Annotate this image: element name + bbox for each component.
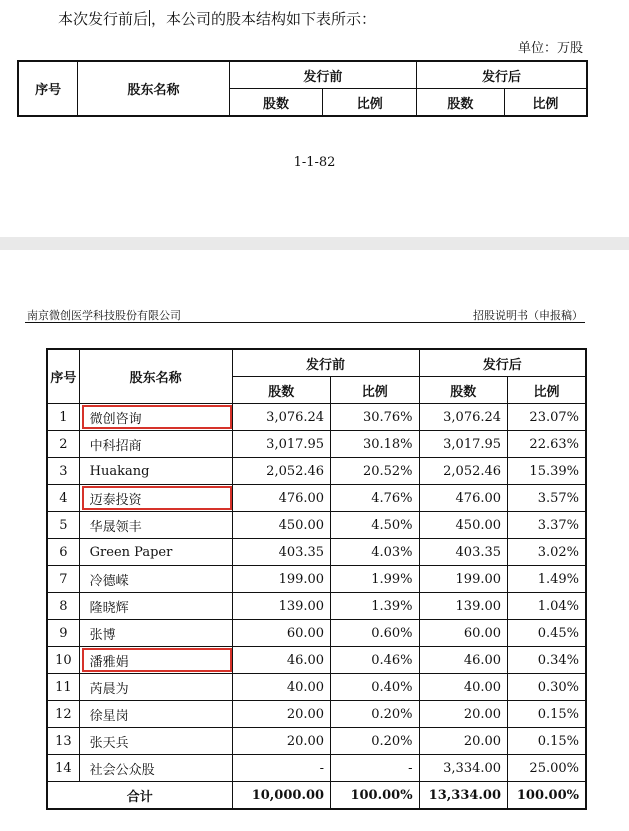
row-shares-before-text: 46.00 xyxy=(286,652,325,668)
row-shares-before xyxy=(232,539,331,566)
row-seq xyxy=(47,593,79,620)
row-ratio-after xyxy=(508,431,586,458)
row-ratio-after-text: 15.39% xyxy=(529,463,579,479)
row-shares-before-text: 3,017.95 xyxy=(266,436,325,452)
row-shares-before-text: 2,052.46 xyxy=(266,463,325,479)
row-ratio-before xyxy=(331,755,419,782)
row-name xyxy=(79,728,232,755)
row-ratio-before-text: 1.39% xyxy=(371,598,413,614)
row-ratio-after-text: 25.00% xyxy=(529,760,579,776)
total-row xyxy=(47,782,586,810)
row-name xyxy=(79,755,232,782)
table-row xyxy=(47,458,586,485)
row-shares-before xyxy=(232,431,331,458)
th-before: 发行前 xyxy=(232,349,419,377)
row-shares-after xyxy=(419,485,507,512)
row-ratio-before-text: 4.50% xyxy=(371,517,413,533)
row-ratio-before-text: - xyxy=(408,760,413,776)
row-name-text: 冷德嵘 xyxy=(89,573,129,589)
row-seq-text: 3 xyxy=(59,463,68,479)
row-ratio-before-text: 20.52% xyxy=(362,463,413,479)
row-ratio-before xyxy=(331,620,419,647)
row-ratio-after-text: 22.63% xyxy=(529,436,579,452)
row-ratio-after xyxy=(508,701,586,728)
row-name-text: 张天兵 xyxy=(89,735,129,751)
row-ratio-before xyxy=(331,728,419,755)
text-cursor xyxy=(149,10,150,26)
th-ratio-before: 比例 xyxy=(323,89,417,117)
row-seq-text: 6 xyxy=(59,544,68,560)
row-ratio-before xyxy=(331,674,419,701)
th-after: 发行后 xyxy=(419,349,586,377)
row-name xyxy=(79,539,232,566)
table-row xyxy=(47,647,586,674)
row-shares-after xyxy=(419,431,507,458)
row-shares-before xyxy=(232,458,331,485)
row-ratio-after xyxy=(508,755,586,782)
row-shares-after-text: 476.00 xyxy=(455,490,502,506)
row-ratio-before-text: 0.20% xyxy=(371,733,413,749)
row-shares-before xyxy=(232,674,331,701)
row-shares-after xyxy=(419,674,507,701)
total-shares-before: 10,000.00 xyxy=(232,782,331,810)
row-ratio-after xyxy=(508,485,586,512)
row-name xyxy=(79,404,232,431)
row-shares-after-text: 3,334.00 xyxy=(443,760,502,776)
row-ratio-after-text: 1.49% xyxy=(537,571,579,587)
row-seq xyxy=(47,404,79,431)
header-rule xyxy=(25,322,585,323)
row-shares-after xyxy=(419,647,507,674)
row-shares-before xyxy=(232,485,331,512)
row-ratio-after-text: 23.07% xyxy=(529,409,579,425)
row-ratio-after-text: 0.34% xyxy=(537,652,579,668)
row-seq-text: 10 xyxy=(55,652,72,668)
row-shares-after-text: 3,017.95 xyxy=(443,436,502,452)
page-gap xyxy=(0,237,629,250)
row-name xyxy=(79,458,232,485)
row-ratio-before xyxy=(331,431,419,458)
row-name-text: 微创咨询 xyxy=(89,411,142,427)
total-label: 合计 xyxy=(47,782,232,810)
row-ratio-after-text: 3.02% xyxy=(537,544,579,560)
row-seq-text: 5 xyxy=(59,517,68,533)
row-shares-after-text: 20.00 xyxy=(463,706,502,722)
row-ratio-before xyxy=(331,647,419,674)
header-only-table xyxy=(17,60,588,117)
row-ratio-after xyxy=(508,593,586,620)
row-ratio-before xyxy=(331,539,419,566)
th-before: 发行前 xyxy=(229,61,416,89)
row-ratio-before-text: 30.76% xyxy=(362,409,413,425)
th-shares-before: 股数 xyxy=(229,89,323,117)
row-shares-after xyxy=(419,701,507,728)
table-row xyxy=(47,674,586,701)
row-ratio-before-text: 0.20% xyxy=(371,706,413,722)
th-after: 发行后 xyxy=(417,61,587,89)
table-row xyxy=(47,566,586,593)
row-shares-before-text: 20.00 xyxy=(286,706,325,722)
header-doc-type: 招股说明书（申报稿） xyxy=(473,309,583,322)
th-shares-after: 股数 xyxy=(419,377,507,404)
row-shares-after xyxy=(419,755,507,782)
row-ratio-before xyxy=(331,512,419,539)
row-name xyxy=(79,674,232,701)
row-ratio-before-text: 30.18% xyxy=(362,436,413,452)
row-name-text: 迈泰投资 xyxy=(89,492,142,508)
row-name xyxy=(79,485,232,512)
row-ratio-after-text: 0.30% xyxy=(537,679,579,695)
row-ratio-before-text: 0.46% xyxy=(371,652,413,668)
row-name-text: 隆晓辉 xyxy=(89,600,129,616)
row-name xyxy=(79,701,232,728)
row-shares-before-text: 20.00 xyxy=(286,733,325,749)
row-shares-after xyxy=(419,512,507,539)
row-shares-before-text: 199.00 xyxy=(278,571,325,587)
row-seq xyxy=(47,512,79,539)
row-shares-after-text: 139.00 xyxy=(455,598,502,614)
row-seq-text: 13 xyxy=(55,733,72,749)
row-ratio-before xyxy=(331,593,419,620)
shareholder-table xyxy=(46,348,587,810)
total-ratio-before: 100.00% xyxy=(331,782,419,810)
header-company: 南京微创医学科技股份有限公司 xyxy=(27,309,181,322)
row-name xyxy=(79,620,232,647)
table-row xyxy=(47,404,586,431)
row-ratio-after xyxy=(508,674,586,701)
row-seq xyxy=(47,458,79,485)
row-ratio-before-text: 4.76% xyxy=(371,490,413,506)
row-ratio-before-text: 4.03% xyxy=(371,544,413,560)
row-seq-text: 1 xyxy=(59,409,68,425)
row-name-text: 华晟领丰 xyxy=(89,519,142,535)
row-shares-before xyxy=(232,728,331,755)
row-seq-text: 2 xyxy=(59,436,68,452)
row-seq xyxy=(47,566,79,593)
th-seq: 序号 xyxy=(18,61,78,116)
page-number: 1-1-82 xyxy=(293,155,336,170)
total-ratio-after: 100.00% xyxy=(508,782,586,810)
table-body xyxy=(47,404,586,782)
row-ratio-after xyxy=(508,458,586,485)
row-shares-after xyxy=(419,539,507,566)
table-row xyxy=(47,431,586,458)
row-ratio-before xyxy=(331,566,419,593)
table-row xyxy=(47,593,586,620)
row-seq-text: 8 xyxy=(59,598,68,614)
row-shares-before-text: 3,076.24 xyxy=(266,409,325,425)
table-row xyxy=(47,728,586,755)
row-name-text: 徐星岗 xyxy=(89,708,129,724)
row-seq-text: 12 xyxy=(55,706,72,722)
th-shares-before: 股数 xyxy=(232,377,331,404)
row-shares-after-text: 199.00 xyxy=(455,571,502,587)
row-name xyxy=(79,647,232,674)
row-seq xyxy=(47,620,79,647)
row-seq xyxy=(47,755,79,782)
row-seq-text: 11 xyxy=(55,679,72,695)
row-ratio-after xyxy=(508,404,586,431)
row-shares-before-text: 60.00 xyxy=(286,625,325,641)
row-name xyxy=(79,512,232,539)
row-seq xyxy=(47,431,79,458)
th-name: 股东名称 xyxy=(78,61,229,116)
row-name-text: 芮晨为 xyxy=(89,681,129,697)
row-shares-before xyxy=(232,701,331,728)
th-ratio-before: 比例 xyxy=(331,377,419,404)
th-seq: 序号 xyxy=(47,349,79,404)
th-ratio-after: 比例 xyxy=(504,89,587,117)
row-shares-before xyxy=(232,593,331,620)
row-seq-text: 14 xyxy=(55,760,72,776)
row-ratio-after xyxy=(508,620,586,647)
row-name-text: 张博 xyxy=(89,627,116,643)
row-ratio-before-text: 0.40% xyxy=(371,679,413,695)
row-shares-before-text: 40.00 xyxy=(286,679,325,695)
row-ratio-after-text: 0.45% xyxy=(537,625,579,641)
row-shares-after-text: 60.00 xyxy=(463,625,502,641)
intro-part-2: ，本公司的股本结构如下表所示： xyxy=(151,10,377,28)
unit-label: 单位：万股 xyxy=(517,41,583,56)
row-seq xyxy=(47,485,79,512)
row-shares-after-text: 40.00 xyxy=(463,679,502,695)
row-shares-after xyxy=(419,458,507,485)
row-shares-after-text: 3,076.24 xyxy=(443,409,502,425)
row-shares-before-text: 450.00 xyxy=(278,517,325,533)
row-name-text: 社会公众股 xyxy=(89,762,155,778)
row-seq xyxy=(47,701,79,728)
row-shares-before xyxy=(232,620,331,647)
row-seq-text: 4 xyxy=(59,490,68,506)
row-shares-after-text: 450.00 xyxy=(455,517,502,533)
row-ratio-after xyxy=(508,512,586,539)
th-ratio-after: 比例 xyxy=(508,377,586,404)
row-ratio-before-text: 0.60% xyxy=(371,625,413,641)
row-shares-after-text: 2,052.46 xyxy=(443,463,502,479)
table-row xyxy=(47,701,586,728)
row-shares-before-text: - xyxy=(319,760,325,776)
th-name: 股东名称 xyxy=(79,349,232,404)
row-ratio-after-text: 0.15% xyxy=(537,706,579,722)
table-row xyxy=(47,755,586,782)
row-ratio-after-text: 3.57% xyxy=(537,490,579,506)
row-ratio-before xyxy=(331,485,419,512)
row-ratio-after xyxy=(508,647,586,674)
row-seq-text: 7 xyxy=(59,571,68,587)
table-row xyxy=(47,539,586,566)
row-ratio-after xyxy=(508,566,586,593)
row-name-text: 潘雅娟 xyxy=(89,654,129,670)
row-shares-before xyxy=(232,512,331,539)
row-ratio-before-text: 1.99% xyxy=(371,571,413,587)
row-seq xyxy=(47,674,79,701)
row-ratio-after-text: 3.37% xyxy=(537,517,579,533)
row-name xyxy=(79,593,232,620)
row-ratio-after-text: 0.15% xyxy=(537,733,579,749)
row-shares-after xyxy=(419,566,507,593)
row-shares-after xyxy=(419,728,507,755)
row-name-text: Green Paper xyxy=(89,544,173,560)
row-shares-after-text: 20.00 xyxy=(463,733,502,749)
row-ratio-after-text: 1.04% xyxy=(537,598,579,614)
th-shares-after: 股数 xyxy=(417,89,505,117)
row-ratio-before xyxy=(331,404,419,431)
row-seq xyxy=(47,728,79,755)
row-name-text: 中科招商 xyxy=(89,438,142,454)
row-shares-before xyxy=(232,404,331,431)
row-seq-text: 9 xyxy=(59,625,68,641)
table-row xyxy=(47,620,586,647)
row-ratio-after xyxy=(508,539,586,566)
row-ratio-before xyxy=(331,458,419,485)
table-row xyxy=(47,512,586,539)
row-name xyxy=(79,566,232,593)
row-name xyxy=(79,431,232,458)
row-shares-after-text: 46.00 xyxy=(463,652,502,668)
row-shares-after-text: 403.35 xyxy=(455,544,502,560)
total-shares-after: 13,334.00 xyxy=(419,782,507,810)
row-shares-before xyxy=(232,647,331,674)
row-shares-after xyxy=(419,620,507,647)
row-ratio-before xyxy=(331,701,419,728)
page-bottom xyxy=(0,250,629,831)
row-shares-before xyxy=(232,566,331,593)
intro-part-1: 本次发行前后 xyxy=(58,10,149,28)
row-ratio-after xyxy=(508,728,586,755)
row-shares-before-text: 139.00 xyxy=(278,598,325,614)
row-seq xyxy=(47,647,79,674)
row-shares-after xyxy=(419,404,507,431)
row-name-text: Huakang xyxy=(89,463,150,479)
intro-text xyxy=(58,8,376,29)
table-row xyxy=(47,485,586,512)
row-seq xyxy=(47,539,79,566)
row-shares-before-text: 403.35 xyxy=(278,544,325,560)
row-shares-before xyxy=(232,755,331,782)
row-shares-after xyxy=(419,593,507,620)
page-top xyxy=(0,0,629,237)
row-shares-before-text: 476.00 xyxy=(278,490,325,506)
